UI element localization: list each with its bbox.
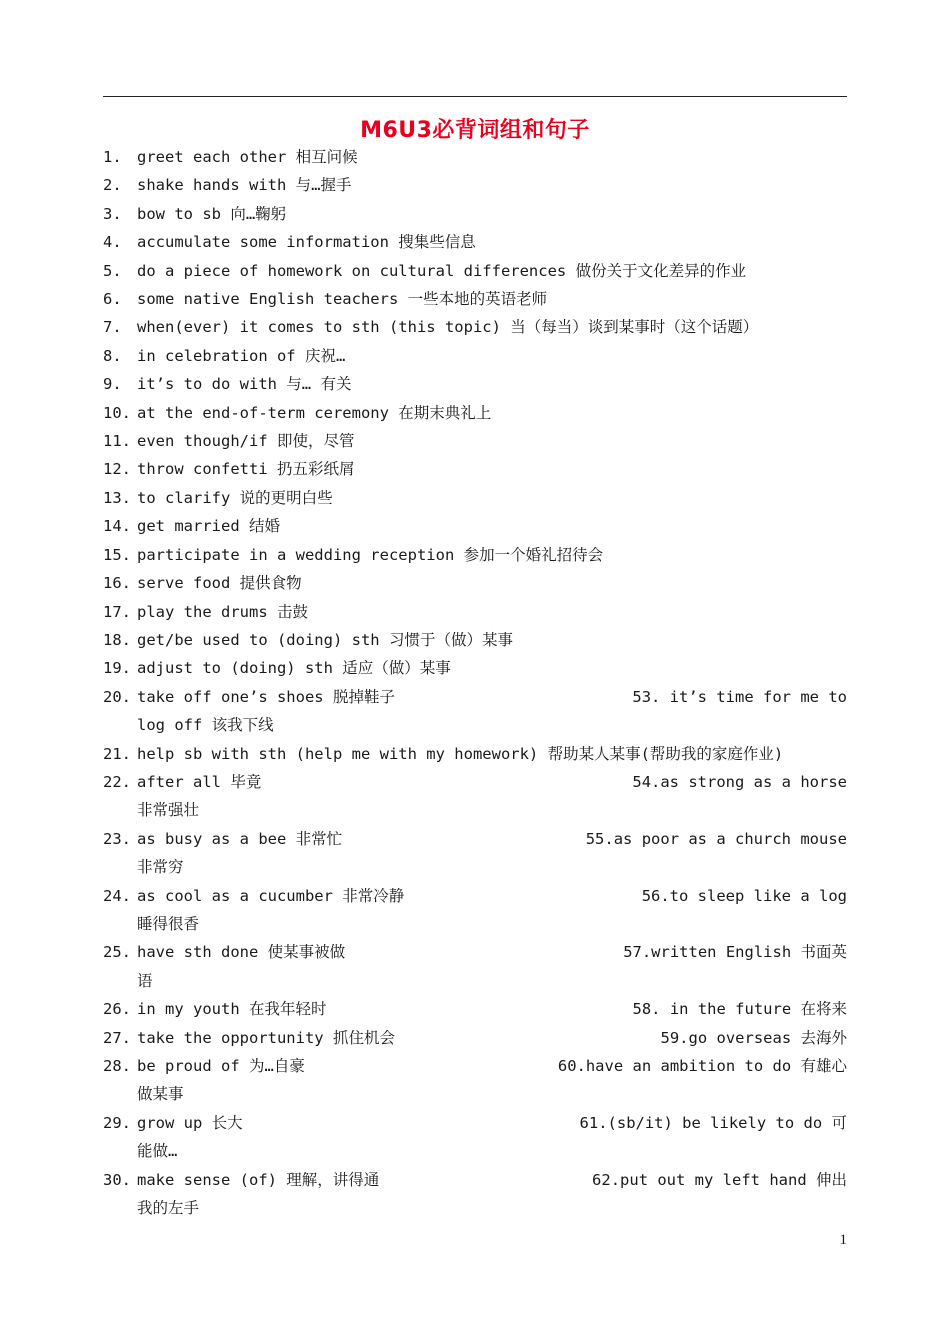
item-text: serve food 提供食物 <box>137 574 302 593</box>
item-number: 27. <box>103 1028 131 1047</box>
list-item <box>103 427 847 455</box>
item-number: 2. <box>103 176 122 195</box>
item-text: shake hands with 与…握手 <box>137 176 352 195</box>
item-number: 23. <box>103 829 131 848</box>
list-item <box>103 938 847 995</box>
item-text: some native English teachers 一些本地的英语老师 <box>137 290 548 309</box>
item-text: in my youth 在我年轻时 <box>137 1000 327 1019</box>
item-text: be proud of 为…自豪 <box>137 1057 305 1075</box>
item-text: take off one’s shoes 脱掉鞋子 <box>137 687 395 706</box>
item-number: 13. <box>103 488 131 507</box>
item-number: 11. <box>103 432 131 451</box>
list-item <box>103 200 847 228</box>
header-rule <box>103 96 847 97</box>
item-right-text: 57.written English 书面英 <box>623 943 847 962</box>
item-text: to clarify 说的更明白些 <box>137 488 333 507</box>
item-number: 15. <box>103 545 131 564</box>
list-item <box>103 285 847 313</box>
list-item <box>103 626 847 654</box>
item-number: 22. <box>103 772 131 791</box>
item-text: help sb with sth (help me with my homework) 帮助某人某事(帮助我的家庭作业) <box>137 744 784 763</box>
list-item <box>103 683 847 740</box>
item-text: participate in a wedding reception 参加一个婚礼招待会 <box>137 545 604 564</box>
list-item <box>103 740 847 768</box>
item-text: accumulate some information 搜集些信息 <box>137 233 476 252</box>
list-item <box>103 1052 847 1109</box>
item-text: get married 结婚 <box>137 517 280 536</box>
item-text: at the end-of-term ceremony 在期末典礼上 <box>137 403 492 422</box>
item-number: 8. <box>103 346 122 365</box>
item-text: adjust to (doing) sth 适应（做）某事 <box>137 659 451 678</box>
list-item <box>103 768 847 825</box>
list-item <box>103 143 847 171</box>
item-text: have sth done 使某事被做 <box>137 943 346 962</box>
item-right-text: 61.(sb/it) be likely to do 可 <box>579 1113 847 1132</box>
item-text: bow to sb 向…鞠躬 <box>137 204 287 223</box>
item-text: make sense (of) 理解，讲得通 <box>137 1170 380 1189</box>
item-text: get/be used to (doing) sth 习惯于（做）某事 <box>137 630 513 649</box>
item-continuation: 语 <box>137 971 153 990</box>
item-right-text: 53. it’s time for me to <box>632 687 847 706</box>
page-title: M6U3必背词组和句子 <box>360 118 590 143</box>
item-text: as cool as a cucumber 非常冷静 <box>137 886 405 905</box>
list-item <box>103 825 847 882</box>
item-continuation: 非常强壮 <box>137 801 200 820</box>
item-right-text: 56.to sleep like a log <box>641 886 847 905</box>
item-continuation: log off 该我下线 <box>137 716 274 735</box>
item-continuation: 非常穷 <box>137 858 184 877</box>
item-right-text: 60.have an ambition to do 有雄心 <box>557 1057 847 1075</box>
phrase-list <box>103 143 847 1222</box>
list-item <box>103 541 847 569</box>
item-number: 16. <box>103 574 131 593</box>
item-right-text: 59.go overseas 去海外 <box>660 1028 847 1047</box>
item-text: it’s to do with 与… 有关 <box>137 375 352 394</box>
item-text: as busy as a bee 非常忙 <box>137 829 343 848</box>
item-number: 10. <box>103 403 131 422</box>
item-number: 18. <box>103 630 131 649</box>
page-number: 1 <box>839 1232 847 1248</box>
list-item <box>103 455 847 483</box>
list-item <box>103 1024 847 1052</box>
list-item <box>103 882 847 939</box>
item-continuation: 睡得很香 <box>137 914 200 933</box>
item-text: do a piece of homework on cultural differences 做份关于文化差异的作业 <box>137 261 747 280</box>
item-text: when(ever) it comes to sth (this topic) 当（每当）谈到某事时（这个话题） <box>137 318 759 337</box>
item-number: 6. <box>103 290 122 309</box>
item-number: 19. <box>103 659 131 678</box>
item-continuation: 我的左手 <box>137 1199 200 1218</box>
item-right-text: 54.as strong as a horse <box>632 772 847 791</box>
item-text: in celebration of 庆祝… <box>137 346 346 365</box>
item-number: 17. <box>103 602 131 621</box>
list-item <box>103 257 847 285</box>
item-text: throw confetti 扔五彩纸屑 <box>137 460 355 479</box>
item-right-text: 55.as poor as a church mouse <box>585 829 847 848</box>
item-number: 28. <box>103 1057 131 1075</box>
item-right-text: 58. in the future 在将来 <box>632 1000 847 1019</box>
item-number: 24. <box>103 886 131 905</box>
list-item <box>103 1109 847 1166</box>
item-text: grow up 长大 <box>137 1113 243 1132</box>
item-number: 4. <box>103 233 122 252</box>
list-item <box>103 512 847 540</box>
item-number: 7. <box>103 318 122 337</box>
list-item <box>103 228 847 256</box>
item-continuation: 能做… <box>137 1142 178 1161</box>
item-text: take the opportunity 抓住机会 <box>137 1028 395 1047</box>
list-item <box>103 569 847 597</box>
item-number: 30. <box>103 1170 131 1189</box>
item-number: 1. <box>103 148 122 166</box>
item-text: after all 毕竟 <box>137 772 262 791</box>
item-right-text: 62.put out my left hand 伸出 <box>592 1170 847 1189</box>
item-number: 12. <box>103 460 131 479</box>
list-item <box>103 171 847 199</box>
list-item <box>103 995 847 1023</box>
item-number: 14. <box>103 517 131 536</box>
list-item <box>103 598 847 626</box>
item-number: 29. <box>103 1113 131 1132</box>
list-item <box>103 313 847 341</box>
list-item <box>103 484 847 512</box>
item-text: greet each other 相互问候 <box>137 148 358 166</box>
item-number: 20. <box>103 687 131 706</box>
item-number: 26. <box>103 1000 131 1019</box>
item-text: even though/if 即使，尽管 <box>137 432 355 451</box>
item-number: 3. <box>103 204 122 223</box>
item-text: play the drums 击鼓 <box>137 602 308 621</box>
list-item <box>103 399 847 427</box>
list-item <box>103 1166 847 1223</box>
item-number: 21. <box>103 744 131 763</box>
list-item <box>103 654 847 682</box>
item-number: 5. <box>103 261 122 280</box>
item-number: 9. <box>103 375 122 394</box>
item-number: 25. <box>103 943 131 962</box>
item-continuation: 做某事 <box>137 1085 184 1104</box>
list-item <box>103 370 847 398</box>
list-item <box>103 342 847 370</box>
